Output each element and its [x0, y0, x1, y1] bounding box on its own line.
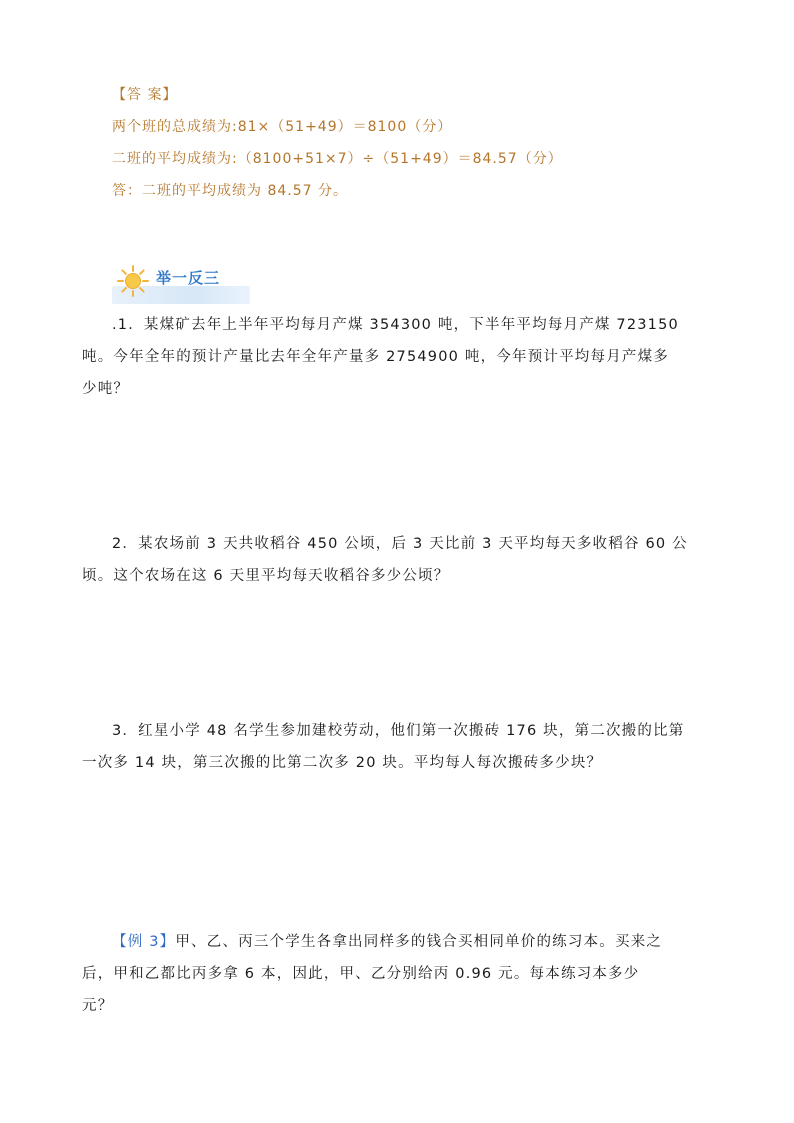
section-title: 举一反三 [156, 269, 221, 287]
answer-heading: 【答 案】 [112, 87, 178, 103]
problem-1-line-1: .1．某煤矿去年上半年平均每月产煤 354300 吨，下半年平均每月产煤 723150 [112, 317, 679, 333]
problem-3-line-1: 3．红星小学 48 名学生参加建校劳动，他们第一次搬砖 176 块，第二次搬的比第 [112, 723, 685, 739]
example-line-3: 元？ [82, 998, 114, 1014]
problem-1-line-2: 吨。今年全年的预计产量比去年全年产量多 2754900 吨，今年预计平均每月产煤多 [82, 349, 669, 365]
answer-line-2: 二班的平均成绩为:（8100+51×7）÷（51+49）＝84.57（分） [112, 151, 563, 167]
problem-2-line-1: 2．某农场前 3 天共收稻谷 450 公顷，后 3 天比前 3 天平均每天多收稻谷 60 公 [112, 536, 688, 552]
sun-icon [116, 264, 150, 298]
example-text-1: 甲、乙、丙三个学生各拿出同样多的钱合买相同单价的练习本。买来之 [175, 934, 663, 950]
answer-line-1: 两个班的总成绩为:81×（51+49）＝8100（分） [112, 119, 453, 135]
example-tag: 【例 3】 [112, 934, 176, 950]
problem-3-line-2: 一次多 14 块，第三次搬的比第二次多 20 块。平均每人每次搬砖多少块？ [82, 755, 603, 771]
problem-2-line-2: 顷。这个农场在这 6 天里平均每天收稻谷多少公顷？ [82, 568, 450, 584]
example-line-2: 后，甲和乙都比丙多拿 6 本，因此，甲、乙分别给丙 0.96 元。每本练习本多少 [82, 966, 640, 982]
example-line-1 [112, 930, 662, 951]
answer-line-3: 答：二班的平均成绩为 84.57 分。 [112, 183, 348, 199]
problem-1-line-3: 少吨？ [82, 381, 130, 397]
